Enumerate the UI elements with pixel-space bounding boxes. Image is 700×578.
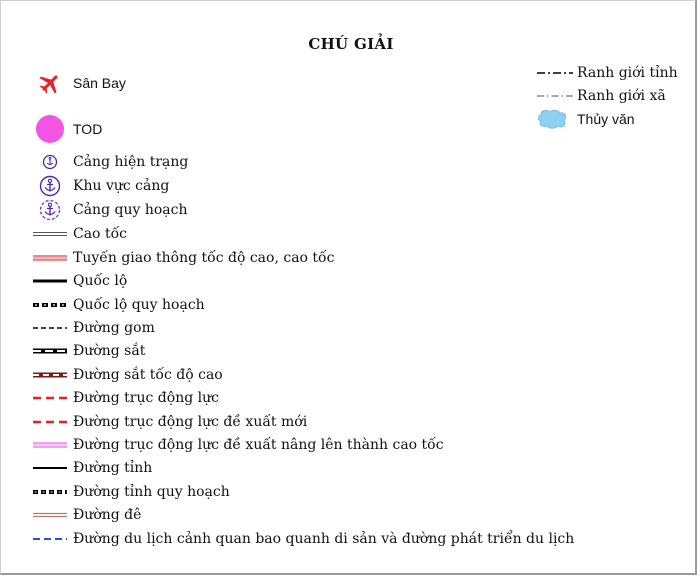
legend-label-national-road: Quốc lộ xyxy=(73,273,128,289)
legend-label-planned-national-road: Quốc lộ quy hoạch xyxy=(73,297,205,313)
legend-item-proposed-dynamic-axis xyxy=(31,411,307,433)
commune-boundary-line-icon xyxy=(536,85,574,107)
legend-item-planned-provincial-road xyxy=(31,481,230,503)
legend-item-province-boundary xyxy=(536,62,678,84)
legend-item-commune-boundary xyxy=(536,85,666,107)
proposed-dynamic-axis-line-icon xyxy=(31,411,69,433)
legend-item-high-speed-route xyxy=(31,247,334,269)
legend-label-expressway: Cao tốc xyxy=(73,226,127,242)
planned-provincial-road-line-icon xyxy=(31,481,69,503)
high-speed-railway-line-icon xyxy=(31,364,69,386)
upgrade-to-expressway-line-icon xyxy=(31,434,69,456)
planned-port-icon xyxy=(31,199,69,221)
legend-item-service-road xyxy=(31,317,155,339)
legend-label-service-road: Đường gom xyxy=(73,320,155,336)
legend-label-tod: TOD xyxy=(73,121,103,137)
service-road-line-icon xyxy=(31,317,69,339)
high-speed-route-line-icon xyxy=(31,247,69,269)
legend-item-tod xyxy=(31,115,102,143)
legend-item-high-speed-railway xyxy=(31,364,223,386)
legend-label-railway: Đường sắt xyxy=(73,343,146,359)
legend-label-province-boundary: Ranh giới tỉnh xyxy=(577,65,678,81)
legend-item-planned-port xyxy=(31,199,187,221)
legend-item-airport xyxy=(31,72,126,94)
planned-national-road-line-icon xyxy=(31,294,69,316)
legend-title: CHÚ GIẢI xyxy=(308,35,394,53)
legend-item-planned-national-road xyxy=(31,294,205,316)
provincial-road-line-icon xyxy=(31,457,69,479)
legend-item-dynamic-axis-road xyxy=(31,387,219,409)
legend-item-provincial-road xyxy=(31,457,152,479)
legend-item-existing-port xyxy=(31,151,188,173)
legend-label-provincial-road: Đường tỉnh xyxy=(73,460,153,476)
railway-line-icon xyxy=(31,340,69,362)
port-area-icon xyxy=(31,175,69,197)
legend-item-port-area xyxy=(31,175,169,197)
existing-port-icon xyxy=(31,151,69,173)
legend-label-port-area: Khu vực cảng xyxy=(73,178,170,194)
legend-item-national-road xyxy=(31,270,127,292)
legend-item-hydrology xyxy=(536,108,635,130)
legend-label-planned-port: Cảng quy hoạch xyxy=(73,202,188,218)
airport-icon xyxy=(31,72,69,94)
hydrology-icon xyxy=(536,108,574,130)
legend-label-hydrology: Thủy văn xyxy=(577,111,635,127)
legend-label-upgrade-to-expressway: Đường trục động lực đề xuất nâng lên thành cao tốc xyxy=(73,437,444,453)
legend-item-tourism-road xyxy=(31,528,574,550)
legend-label-dike-road: Đường đê xyxy=(73,507,142,523)
legend-item-railway xyxy=(31,340,145,362)
dike-road-line-icon xyxy=(31,504,69,526)
legend-label-high-speed-railway: Đường sắt tốc độ cao xyxy=(73,367,223,383)
national-road-line-icon xyxy=(31,270,69,292)
legend-label-commune-boundary: Ranh giới xã xyxy=(577,88,666,104)
legend-label-proposed-dynamic-axis: Đường trục động lực đề xuất mới xyxy=(73,414,308,430)
tod-circle-icon xyxy=(31,115,69,143)
legend-label-high-speed-route: Tuyến giao thông tốc độ cao, cao tốc xyxy=(73,250,335,266)
legend-label-airport: Sân Bay xyxy=(73,75,126,91)
legend-item-dike-road xyxy=(31,504,141,526)
tourism-road-line-icon xyxy=(31,528,69,550)
legend-label-existing-port: Cảng hiện trạng xyxy=(73,154,189,170)
legend-label-dynamic-axis-road: Đường trục động lực xyxy=(73,390,219,406)
legend-label-tourism-road: Đường du lịch cảnh quan bao quanh di sản và đường phát triển du lịch xyxy=(73,531,575,547)
dynamic-axis-road-line-icon xyxy=(31,387,69,409)
expressway-line-icon xyxy=(31,223,69,245)
province-boundary-line-icon xyxy=(536,62,574,84)
legend-item-upgrade-to-expressway xyxy=(31,434,444,456)
legend-item-expressway xyxy=(31,223,127,245)
legend-label-planned-provincial-road: Đường tỉnh quy hoạch xyxy=(73,484,230,500)
